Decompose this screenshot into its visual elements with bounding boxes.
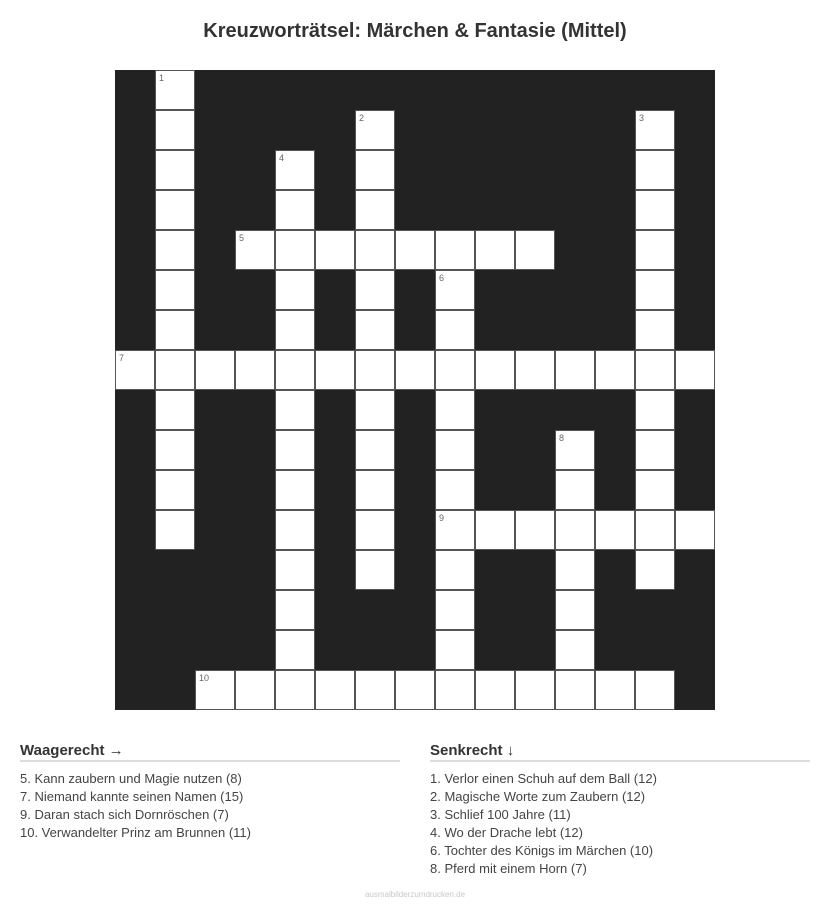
crossword-cell[interactable]	[515, 670, 555, 710]
down-clue: 4. Wo der Drache lebt (12)	[430, 825, 583, 840]
clue-number: 9	[439, 513, 445, 523]
crossword-cell[interactable]	[155, 470, 195, 510]
crossword-cell[interactable]	[315, 350, 355, 390]
clue-number: 8	[559, 433, 565, 443]
crossword-cell[interactable]	[275, 470, 315, 510]
crossword-cell[interactable]	[435, 550, 475, 590]
crossword-cell[interactable]	[675, 510, 715, 550]
crossword-cell[interactable]	[555, 590, 595, 630]
crossword-cell[interactable]	[395, 670, 435, 710]
crossword-cell[interactable]	[635, 670, 675, 710]
down-heading: Senkrecht ↓	[430, 742, 810, 762]
down-clue-list	[430, 770, 810, 878]
clue-number: 3	[639, 113, 645, 123]
crossword-cell[interactable]	[515, 350, 555, 390]
crossword-cell[interactable]	[435, 430, 475, 470]
crossword-cell[interactable]	[635, 190, 675, 230]
down-clue: 2. Magische Worte zum Zaubern (12)	[430, 789, 646, 804]
crossword-cell[interactable]	[155, 310, 195, 350]
crossword-cell[interactable]	[475, 670, 515, 710]
crossword-cell[interactable]	[435, 390, 475, 430]
crossword-cell[interactable]	[635, 550, 675, 590]
crossword-cell[interactable]	[275, 270, 315, 310]
crossword-cell[interactable]	[355, 270, 395, 310]
clue-number: 4	[279, 153, 285, 163]
crossword-cell[interactable]	[635, 230, 675, 270]
clue-number: 5	[239, 233, 245, 243]
crossword-cell[interactable]	[355, 230, 395, 270]
crossword-cell[interactable]	[395, 230, 435, 270]
crossword-cell[interactable]	[635, 510, 675, 550]
crossword-cell[interactable]	[275, 230, 315, 270]
crossword-grid	[115, 70, 715, 710]
crossword-cell[interactable]	[355, 550, 395, 590]
crossword-cell[interactable]	[515, 510, 555, 550]
crossword-cell[interactable]	[275, 390, 315, 430]
crossword-cell[interactable]	[515, 230, 555, 270]
crossword-cell[interactable]	[555, 350, 595, 390]
puzzle-title: Kreuzworträtsel: Märchen & Fantasie (Mittel)	[203, 20, 627, 42]
crossword-cell[interactable]	[355, 430, 395, 470]
crossword-cell[interactable]	[195, 670, 235, 710]
crossword-cell[interactable]	[555, 510, 595, 550]
crossword-cell[interactable]	[475, 350, 515, 390]
crossword-cell[interactable]	[275, 350, 315, 390]
crossword-cell[interactable]	[635, 110, 675, 150]
crossword-cell[interactable]	[355, 150, 395, 190]
crossword-cell[interactable]	[155, 230, 195, 270]
crossword-cell[interactable]	[595, 670, 635, 710]
crossword-cell[interactable]	[635, 310, 675, 350]
crossword-cell[interactable]	[155, 270, 195, 310]
crossword-cell[interactable]	[635, 430, 675, 470]
crossword-cell[interactable]	[155, 150, 195, 190]
down-clue: 8. Pferd mit einem Horn (7)	[430, 861, 587, 876]
across-clues	[20, 742, 400, 842]
crossword-cell[interactable]	[555, 470, 595, 510]
crossword-cell[interactable]	[395, 350, 435, 390]
crossword-cell[interactable]	[275, 510, 315, 550]
clue-number: 1	[159, 73, 165, 83]
down-clue: 6. Tochter des Königs im Märchen (10)	[430, 843, 654, 858]
crossword-cell[interactable]	[235, 230, 275, 270]
crossword-cell[interactable]	[635, 390, 675, 430]
crossword-cell[interactable]	[155, 430, 195, 470]
down-clue: 3. Schlief 100 Jahre (11)	[430, 807, 571, 822]
clue-number: 2	[359, 113, 365, 123]
crossword-cell[interactable]	[315, 230, 355, 270]
down-clues	[430, 742, 810, 878]
crossword-cell[interactable]	[155, 510, 195, 550]
across-clue: 9. Daran stach sich Dornröschen (7)	[20, 807, 229, 822]
crossword-cell[interactable]	[275, 190, 315, 230]
crossword-cell[interactable]	[355, 310, 395, 350]
crossword-cell[interactable]	[275, 150, 315, 190]
crossword-cell[interactable]	[595, 510, 635, 550]
crossword-cell[interactable]	[635, 470, 675, 510]
crossword-cell[interactable]	[435, 590, 475, 630]
crossword-cell[interactable]	[635, 350, 675, 390]
crossword-cell[interactable]	[635, 270, 675, 310]
crossword-cell[interactable]	[555, 550, 595, 590]
across-clue: 5. Kann zaubern und Magie nutzen (8)	[20, 771, 242, 786]
crossword-cell[interactable]	[475, 230, 515, 270]
crossword-cell[interactable]	[355, 350, 395, 390]
crossword-cell[interactable]	[355, 510, 395, 550]
crossword-cell[interactable]	[435, 510, 475, 550]
crossword-cell[interactable]	[275, 590, 315, 630]
crossword-cell[interactable]	[275, 310, 315, 350]
clue-number: 10	[199, 673, 210, 683]
clue-number: 6	[439, 273, 445, 283]
crossword-cell[interactable]	[435, 310, 475, 350]
crossword-cell[interactable]	[555, 430, 595, 470]
across-clue: 7. Niemand kannte seinen Namen (15)	[20, 789, 244, 804]
crossword-cell[interactable]	[115, 350, 155, 390]
down-clue: 1. Verlor einen Schuh auf dem Ball (12)	[430, 771, 657, 786]
crossword-cell[interactable]	[235, 350, 275, 390]
crossword-cell[interactable]	[275, 630, 315, 670]
crossword-cell[interactable]	[435, 270, 475, 310]
crossword-cell[interactable]	[555, 630, 595, 670]
crossword-cell[interactable]	[235, 670, 275, 710]
crossword-cell[interactable]	[155, 110, 195, 150]
crossword-cell[interactable]	[435, 630, 475, 670]
across-heading: Waagerecht →	[20, 742, 400, 762]
crossword-cell[interactable]	[675, 350, 715, 390]
crossword-cell[interactable]	[635, 150, 675, 190]
crossword-cell[interactable]	[355, 670, 395, 710]
crossword-cell[interactable]	[435, 350, 475, 390]
crossword-cell[interactable]	[275, 550, 315, 590]
crossword-cell[interactable]	[275, 670, 315, 710]
crossword-cell[interactable]	[435, 230, 475, 270]
across-clue: 10. Verwandelter Prinz am Brunnen (11)	[20, 825, 251, 840]
crossword-cell[interactable]	[355, 110, 395, 150]
crossword-cell[interactable]	[315, 670, 355, 710]
crossword-cell[interactable]	[275, 430, 315, 470]
crossword-cell[interactable]	[435, 470, 475, 510]
crossword-cell[interactable]	[475, 510, 515, 550]
crossword-cell[interactable]	[595, 350, 635, 390]
crossword-cell[interactable]	[155, 390, 195, 430]
crossword-cell[interactable]	[355, 190, 395, 230]
across-clue-list	[20, 770, 400, 842]
crossword-cell[interactable]	[555, 670, 595, 710]
footer-credit: ausmalbilderzumdrucken.de	[364, 890, 466, 899]
crossword-cell[interactable]	[155, 70, 195, 110]
clue-number: 7	[119, 353, 125, 363]
crossword-cell[interactable]	[195, 350, 235, 390]
crossword-cell[interactable]	[155, 190, 195, 230]
crossword-cell[interactable]	[355, 470, 395, 510]
crossword-cell[interactable]	[435, 670, 475, 710]
crossword-cell[interactable]	[155, 350, 195, 390]
crossword-cell[interactable]	[355, 390, 395, 430]
